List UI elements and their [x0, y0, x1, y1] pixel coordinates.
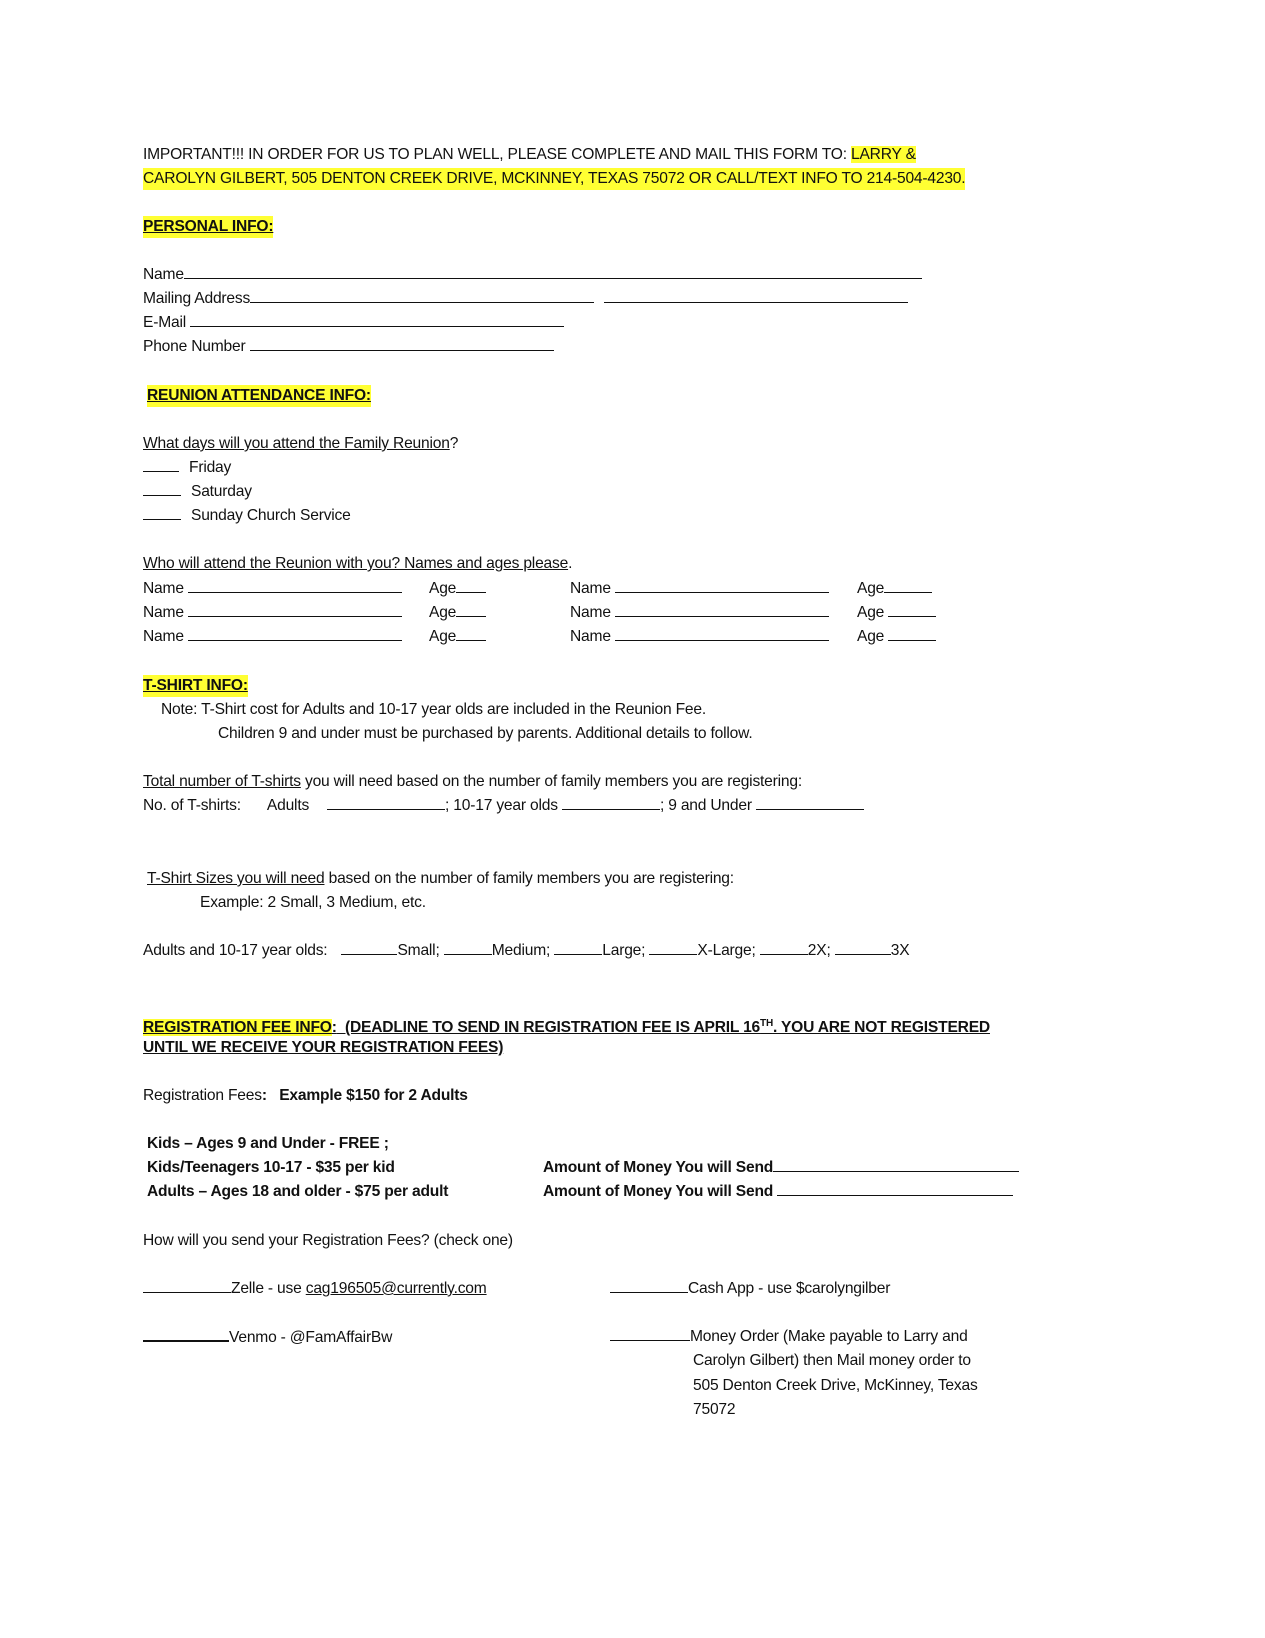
age-label: Age: [857, 604, 885, 621]
personal-info-heading: PERSONAL INFO:: [143, 216, 273, 238]
attendees-question-text: Who will attend the Reunion with you? Names and ages please: [143, 555, 569, 572]
tshirt-heading: T-SHIRT INFO:: [143, 675, 248, 697]
registration-heading-text: REGISTRATION FEE INFO: [143, 1019, 332, 1037]
fees-example-line: [143, 1085, 468, 1107]
size-3x: 3X: [890, 942, 910, 959]
sizes-row[interactable]: [143, 940, 909, 962]
teens-label: ; 10-17 year olds: [445, 797, 558, 814]
age-label: Age: [429, 580, 457, 597]
size-medium: Medium;: [491, 942, 551, 959]
name-label: Name: [570, 628, 611, 645]
payment-method-question: How will you send your Registration Fees? (check one): [143, 1232, 513, 1249]
zelle-email-link[interactable]: cag196505@currently.com: [305, 1280, 487, 1297]
total-label: Total number of T-shirts: [143, 773, 301, 790]
fees-label: Registration Fees: [143, 1087, 262, 1104]
email-label: E-Mail: [143, 314, 186, 331]
age-label: Age: [857, 580, 885, 597]
day-label: Friday: [189, 459, 232, 476]
age-label: Age: [429, 604, 457, 621]
name-label: Name: [143, 266, 184, 283]
deadline-rest: . YOU ARE NOT REGISTERED: [772, 1019, 990, 1037]
intro-highlight: LARRY &: [851, 146, 916, 163]
size-large: Large;: [602, 942, 646, 959]
name-field[interactable]: [143, 264, 922, 286]
money-order-label: Money Order (Make payable to Larry and: [690, 1328, 968, 1345]
tshirt-sizes-instruction: [147, 868, 734, 890]
colon: :: [261, 1087, 267, 1104]
attendee-age-field[interactable]: [429, 578, 486, 600]
deadline-sup: TH: [760, 1018, 773, 1029]
attendee-age-field[interactable]: [857, 626, 936, 648]
attendee-name-field[interactable]: [570, 602, 829, 624]
money-order-line-3: 505 Denton Creek Drive, McKinney, Texas: [693, 1377, 978, 1394]
fee-teens: Kids/Teenagers 10-17 - $35 per kid: [147, 1159, 395, 1176]
amount-label: Amount of Money You will Send: [543, 1183, 774, 1200]
period: .: [568, 555, 573, 572]
intro-line-1: [143, 144, 916, 166]
payment-cashapp[interactable]: [610, 1278, 890, 1300]
venmo-label: Venmo - @FamAffairBw: [229, 1329, 393, 1346]
days-question-text: What days will you attend the Family Reunion: [143, 435, 450, 452]
deadline-text: (DEADLINE TO SEND IN REGISTRATION FEE IS APRIL 16: [344, 1019, 761, 1037]
size-xlarge: X-Large;: [697, 942, 756, 959]
mailing-label: Mailing Address: [143, 290, 251, 307]
amount-adults-field[interactable]: [543, 1181, 1013, 1203]
payment-zelle[interactable]: [143, 1278, 487, 1300]
attendee-age-field[interactable]: [429, 626, 486, 648]
payment-money-order[interactable]: [610, 1326, 968, 1348]
name-label: Name: [143, 628, 184, 645]
intro-text: IMPORTANT!!! IN ORDER FOR US TO PLAN WELL, PLEASE COMPLETE AND MAIL THIS FORM TO:: [143, 146, 847, 163]
fee-kids: Kids – Ages 9 and Under - FREE ;: [147, 1135, 389, 1152]
attendee-name-field[interactable]: [570, 578, 829, 600]
fee-adults: Adults – Ages 18 and older - $75 per adult: [147, 1183, 449, 1200]
total-rest: you will need based on the number of family members you are registering:: [300, 773, 802, 790]
name-label: Name: [570, 604, 611, 621]
zelle-label: Zelle - use: [231, 1280, 306, 1297]
money-order-line-4: 75072: [693, 1401, 736, 1418]
deadline-line-2: UNTIL WE RECEIVE YOUR REGISTRATION FEES): [143, 1039, 504, 1056]
mailing-address-field[interactable]: [143, 288, 908, 310]
tshirt-note-1: Note: T-Shirt cost for Adults and 10-17 year olds are included in the Reunion Fee.: [161, 701, 707, 718]
colon: :: [331, 1019, 337, 1037]
tshirt-total-instruction: [143, 771, 802, 793]
sizes-label: T-Shirt Sizes you will need: [147, 870, 325, 887]
days-question: [143, 433, 458, 455]
attendee-age-field[interactable]: [429, 602, 486, 624]
attendance-heading: REUNION ATTENDANCE INFO:: [147, 385, 371, 407]
count-label: No. of T-shirts:: [143, 797, 241, 814]
day-label: Saturday: [191, 483, 252, 500]
size-2x: 2X;: [807, 942, 831, 959]
attendees-question: [143, 553, 572, 575]
age-label: Age: [429, 628, 457, 645]
attendee-age-field[interactable]: [857, 578, 932, 600]
under9-label: ; 9 and Under: [659, 797, 752, 814]
payment-venmo[interactable]: [143, 1326, 392, 1349]
cashapp-label: Cash App - use $carolyngilber: [688, 1280, 891, 1297]
day-friday[interactable]: [143, 457, 231, 479]
day-saturday[interactable]: [143, 481, 252, 503]
attendee-age-field[interactable]: [857, 602, 936, 624]
intro-line-2: CAROLYN GILBERT, 505 DENTON CREEK DRIVE, MCKINNEY, TEXAS 75072 OR CALL/TEXT INFO TO 214-504-4230.: [143, 168, 965, 190]
size-small: Small;: [397, 942, 440, 959]
phone-label: Phone Number: [143, 338, 246, 355]
sizes-rest: based on the number of family members you are registering:: [324, 870, 734, 887]
phone-field[interactable]: [143, 336, 554, 358]
sizes-row-label: Adults and 10-17 year olds:: [143, 942, 328, 959]
sizes-example: Example: 2 Small, 3 Medium, etc.: [200, 894, 426, 911]
age-label: Age: [857, 628, 885, 645]
tshirt-note-2: Children 9 and under must be purchased by parents. Additional details to follow.: [218, 725, 753, 742]
fees-example: Example $150 for 2 Adults: [279, 1087, 468, 1104]
amount-label: Amount of Money You will Send: [543, 1159, 774, 1176]
day-label: Sunday Church Service: [191, 507, 351, 524]
attendee-name-field[interactable]: [143, 626, 402, 648]
registration-heading: [143, 1013, 990, 1039]
email-field[interactable]: [143, 312, 564, 334]
amount-teens-field[interactable]: [543, 1157, 1019, 1179]
question-mark: ?: [449, 435, 459, 452]
name-label: Name: [570, 580, 611, 597]
name-label: Name: [143, 604, 184, 621]
money-order-line-2: Carolyn Gilbert) then Mail money order to: [693, 1352, 971, 1369]
attendee-name-field[interactable]: [143, 602, 402, 624]
name-label: Name: [143, 580, 184, 597]
adults-label: Adults: [266, 797, 310, 814]
attendee-name-field[interactable]: [143, 578, 402, 600]
attendee-name-field[interactable]: [570, 626, 829, 648]
tshirt-count-row[interactable]: [143, 795, 864, 817]
day-sunday[interactable]: [143, 505, 351, 527]
